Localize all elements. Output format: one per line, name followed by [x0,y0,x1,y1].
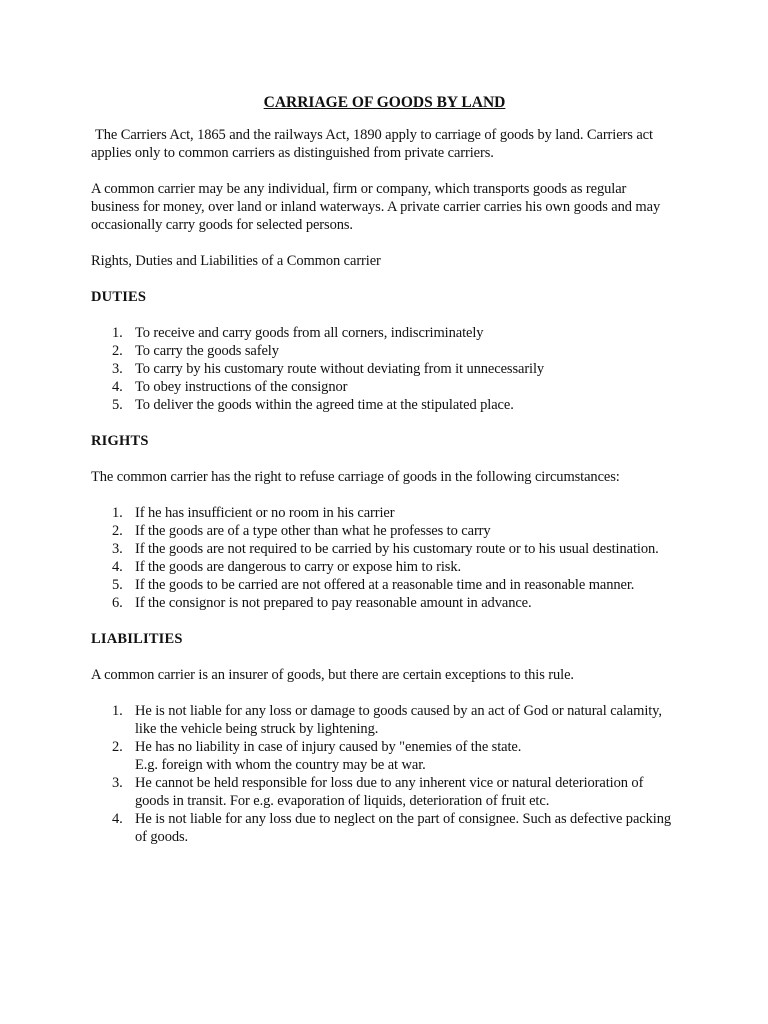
list-item [91,576,678,594]
list-number: 5. [112,397,123,413]
list-text: If the goods to be carried are not offered at a reasonable time and in reasonable manner. [135,577,635,593]
list-text: He is not liable for any loss or damage to goods caused by an act of God or natural calamity, like the vehicle being struck by lightening. [135,703,662,737]
list-number: 2. [112,343,123,359]
rights-duties-line: Rights, Duties and Liabilities of a Common carrier [91,253,381,269]
list-item [91,522,678,540]
intro-paragraph: The Carriers Act, 1865 and the railways Act, 1890 apply to carriage of goods by land. Carriers act applies only to common carriers as distinguished from private carriers. [91,127,653,161]
duties-heading: DUTIES [91,289,147,305]
document-title: CARRIAGE OF GOODS BY LAND [263,94,506,111]
list-number: 4. [112,379,123,395]
liabilities-heading: LIABILITIES [91,631,183,647]
list-subtext: E.g. foreign with whom the country may be at war. [135,757,426,773]
list-item [91,558,678,576]
list-number: 4. [112,559,123,575]
list-text: To carry the goods safely [135,343,279,359]
list-text: If the goods are of a type other than what he professes to carry [135,523,491,539]
list-text: If the goods are dangerous to carry or expose him to risk. [135,559,461,575]
rights-intro: The common carrier has the right to refuse carriage of goods in the following circumstances: [91,469,620,485]
liabilities-intro: A common carrier is an insurer of goods, but there are certain exceptions to this rule. [91,667,574,683]
list-text: He cannot be held responsible for loss due to any inherent vice or natural deterioration of goods in transit. For e.g. evaporation of liquids, deterioration of fruit etc. [135,775,644,809]
list-item [91,342,678,360]
list-text: To deliver the goods within the agreed time at the stipulated place. [135,397,514,413]
rights-heading: RIGHTS [91,433,149,449]
list-number: 3. [112,775,123,791]
duties-list [91,324,678,414]
list-item [91,774,678,810]
list-number: 6. [112,595,123,611]
list-text: If the goods are not required to be carried by his customary route or to his usual destination. [135,541,659,557]
list-number: 1. [112,325,123,341]
list-item [91,504,678,522]
list-item [91,396,678,414]
list-text: If he has insufficient or no room in his carrier [135,505,395,521]
list-item [91,378,678,396]
list-text: He has no liability in case of injury caused by "enemies of the state. [135,739,522,755]
liabilities-list [91,702,678,846]
list-item [91,738,678,774]
list-item [91,594,678,612]
list-text: If the consignor is not prepared to pay reasonable amount in advance. [135,595,532,611]
list-number: 3. [112,541,123,557]
list-number: 1. [112,703,123,719]
list-item [91,702,678,738]
list-number: 4. [112,811,123,827]
list-number: 2. [112,523,123,539]
rights-list [91,504,678,612]
list-text: He is not liable for any loss due to neglect on the part of consignee. Such as defective packing of goods. [135,811,671,845]
common-carrier-paragraph: A common carrier may be any individual, firm or company, which transports goods as regular business for money, over land or inland waterways. A private carrier carries his own goods and may occasionally carry goods for selected persons. [91,181,661,233]
list-item [91,540,678,558]
list-number: 1. [112,505,123,521]
list-item [91,360,678,378]
list-item [91,810,678,846]
list-number: 2. [112,739,123,755]
list-number: 3. [112,361,123,377]
list-text: To carry by his customary route without deviating from it unnecessarily [135,361,545,377]
list-text: To receive and carry goods from all corners, indiscriminately [135,325,484,341]
list-text: To obey instructions of the consignor [135,379,348,395]
list-item [91,324,678,342]
list-number: 5. [112,577,123,593]
